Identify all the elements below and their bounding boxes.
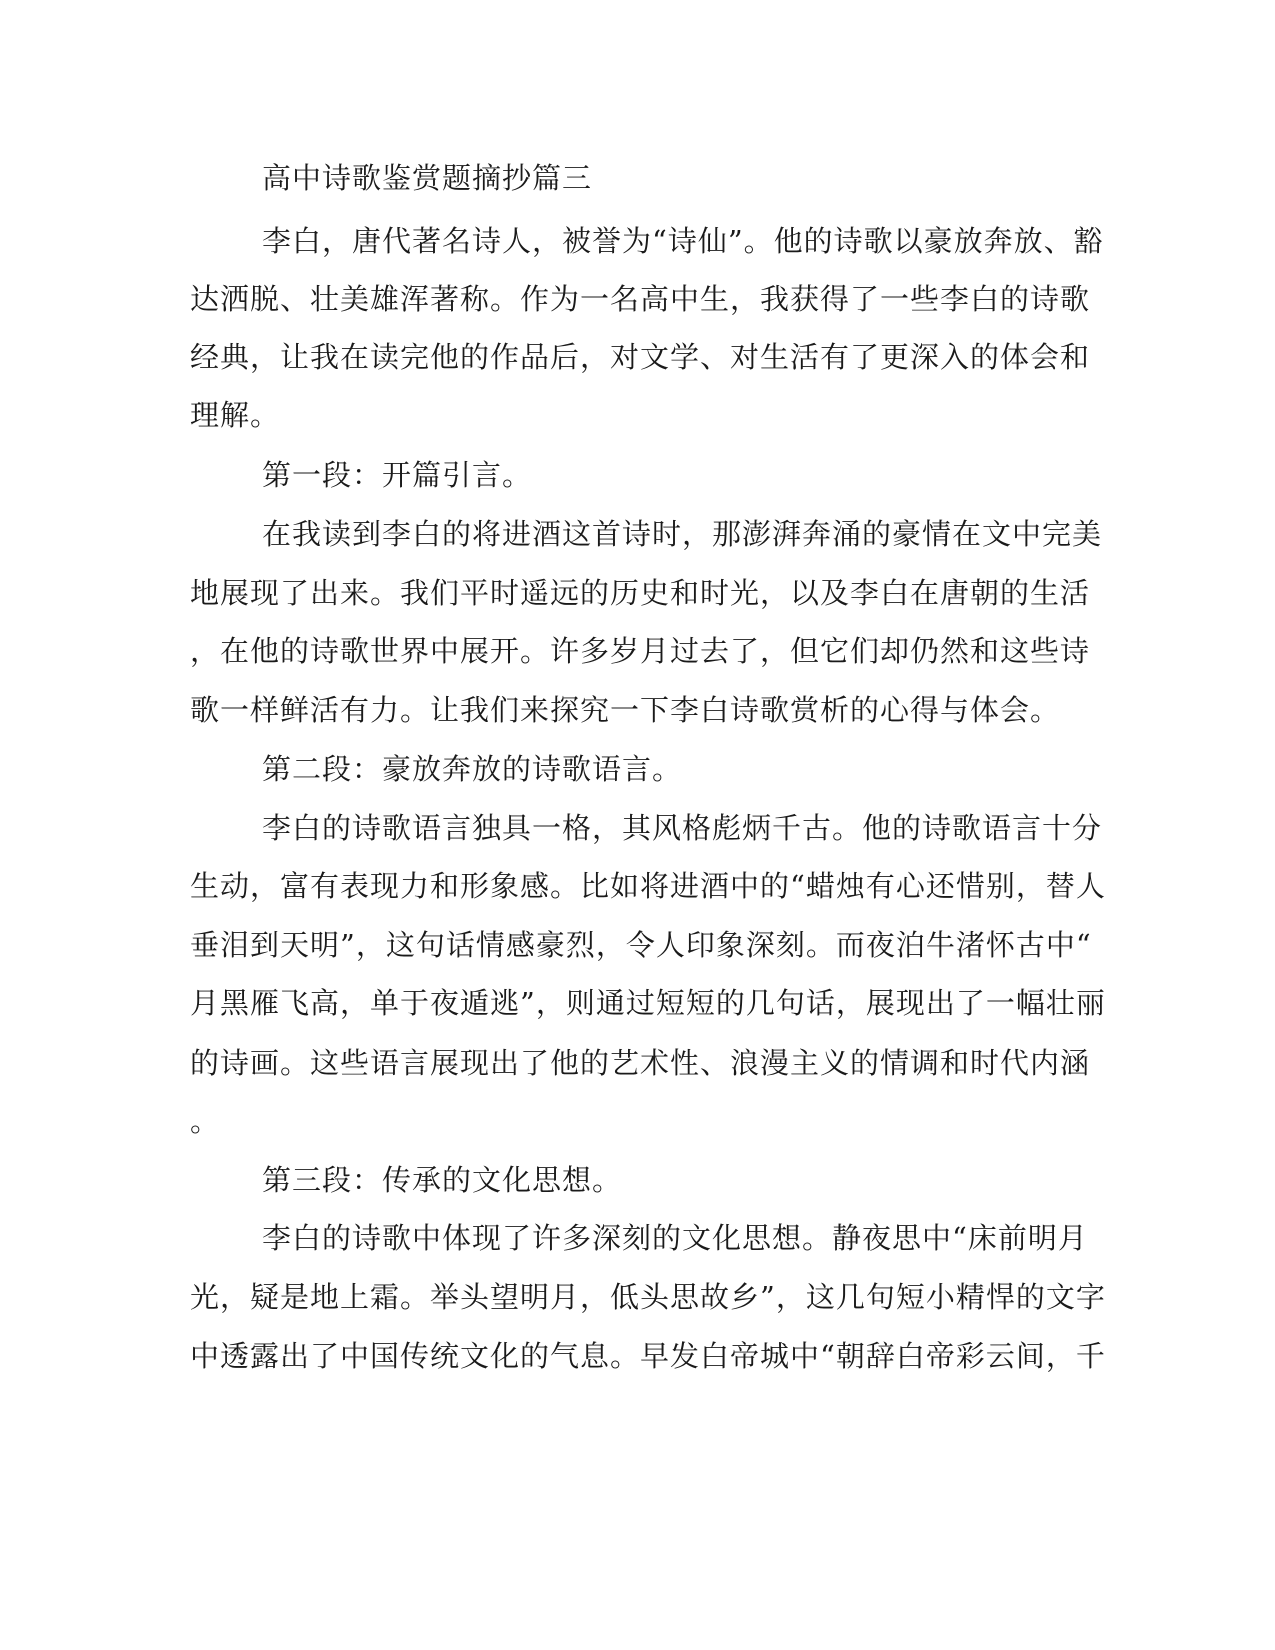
paragraph-line: 的诗画。这些语言展现出了他的艺术性、浪漫主义的情调和时代内涵 [190, 1046, 1091, 1080]
paragraph-line: 生动，富有表现力和形象感。比如将进酒中的“蜡烛有心还惜别，替人 [190, 869, 1106, 903]
paragraph-line: 李白，唐代著名诗人，被誉为“诗仙”。他的诗歌以豪放奔放、豁 [262, 224, 1104, 258]
section-heading: 第三段：传承的文化思想。 [262, 1163, 623, 1197]
paragraph-line: 歌一样鲜活有力。让我们来探究一下李白诗歌赏析的心得与体会。 [190, 693, 1061, 727]
paragraph-line: 光，疑是地上霜。举头望明月，低头思故乡”，这几句短小精悍的文字 [190, 1280, 1106, 1314]
paragraph-line: 。 [190, 1104, 221, 1138]
section-heading: 第一段：开篇引言。 [262, 458, 533, 492]
paragraph-line: 经典，让我在读完他的作品后，对文学、对生活有了更深入的体会和 [190, 340, 1091, 374]
paragraph-line: 垂泪到天明”，这句话情感豪烈，令人印象深刻。而夜泊牛渚怀古中“ [190, 928, 1092, 962]
paragraph-line: 理解。 [190, 398, 281, 432]
paragraph-line: 李白的诗歌语言独具一格，其风格彪炳千古。他的诗歌语言十分 [262, 811, 1103, 845]
section-heading: 第二段：豪放奔放的诗歌语言。 [262, 752, 683, 786]
paragraph-line: ，在他的诗歌世界中展开。许多岁月过去了，但它们却仍然和这些诗 [190, 634, 1091, 668]
paragraph-line: 地展现了出来。我们平时遥远的历史和时光，以及李白在唐朝的生活 [190, 576, 1091, 610]
paragraph-line: 李白的诗歌中体现了许多深刻的文化思想。静夜思中“床前明月 [262, 1221, 1088, 1255]
document-title: 高中诗歌鉴赏题摘抄篇三 [262, 161, 593, 195]
paragraph-line: 达洒脱、壮美雄浑著称。作为一名高中生，我获得了一些李白的诗歌 [190, 282, 1091, 316]
paragraph-line: 在我读到李白的将进酒这首诗时，那澎湃奔涌的豪情在文中完美 [262, 517, 1103, 551]
paragraph-line: 月黑雁飞高，单于夜遁逃”，则通过短短的几句话，展现出了一幅壮丽 [190, 986, 1106, 1020]
paragraph-line: 中透露出了中国传统文化的气息。早发白帝城中“朝辞白帝彩云间，千 [190, 1339, 1106, 1373]
